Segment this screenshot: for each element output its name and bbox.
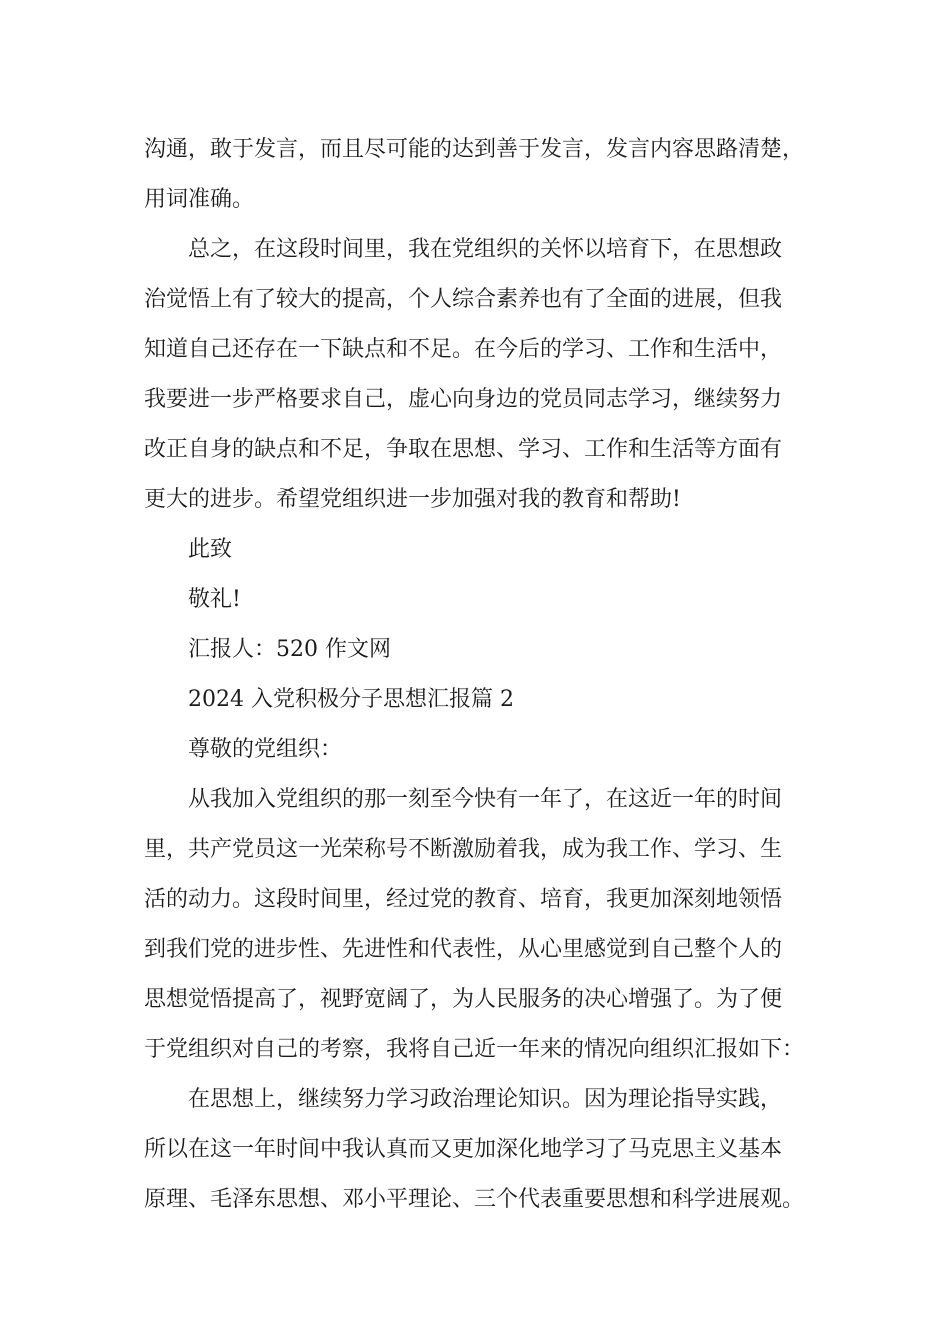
text-line: 知道自己还存在一下缺点和不足。在今后的学习、工作和生活中， (144, 337, 783, 362)
text-line: 里，共产党员这一光荣称号不断激励着我，成为我工作、学习、生 (144, 837, 783, 862)
paragraph-start: 从我加入党组织的那一刻至今快有一年了，在这近一年的时间 (188, 787, 783, 812)
text-line: 用词准确。 (144, 187, 255, 212)
text-line: 治觉悟上有了较大的提高，个人综合素养也有了全面的进展，但我 (144, 287, 783, 312)
text-line: 思想觉悟提高了，视野宽阔了，为人民服务的决心增强了。为了便 (144, 987, 783, 1012)
section-title: 2024 入党积极分子思想汇报篇 2 (188, 687, 514, 712)
text-line: 到我们党的进步性、先进性和代表性，从心里感觉到自己整个人的 (144, 937, 783, 962)
text-line: 所以在这一年时间中我认真而又更加深化地学习了马克思主义基本 (144, 1137, 783, 1162)
text-line: 改正自身的缺点和不足，争取在思想、学习、工作和生活等方面有 (144, 437, 783, 462)
text-line: 活的动力。这段时间里，经过党的教育、培育，我更加深刻地领悟 (144, 887, 783, 912)
greeting: 尊敬的党组织： (188, 737, 343, 762)
paragraph-start: 总之，在这段时间里，我在党组织的关怀以培育下，在思想政 (188, 237, 783, 262)
closing-regards: 敬礼! (188, 587, 241, 612)
closing-salutation: 此致 (188, 537, 233, 562)
paragraph-start: 在思想上，继续努力学习政治理论知识。因为理论指导实践， (188, 1087, 783, 1112)
text-line: 于党组织对自己的考察，我将自己近一年来的情况向组织汇报如下： (144, 1037, 805, 1062)
text-line: 更大的进步。希望党组织进一步加强对我的教育和帮助! (144, 487, 681, 512)
reporter-signature: 汇报人：520 作文网 (188, 637, 391, 662)
text-line: 原理、毛泽东思想、邓小平理论、三个代表重要思想和科学进展观。 (144, 1187, 805, 1212)
text-line: 沟通，敢于发言，而且尽可能的达到善于发言，发言内容思路清楚， (144, 137, 805, 162)
text-line: 我要进一步严格要求自己，虚心向身边的党员同志学习，继续努力 (144, 387, 783, 412)
